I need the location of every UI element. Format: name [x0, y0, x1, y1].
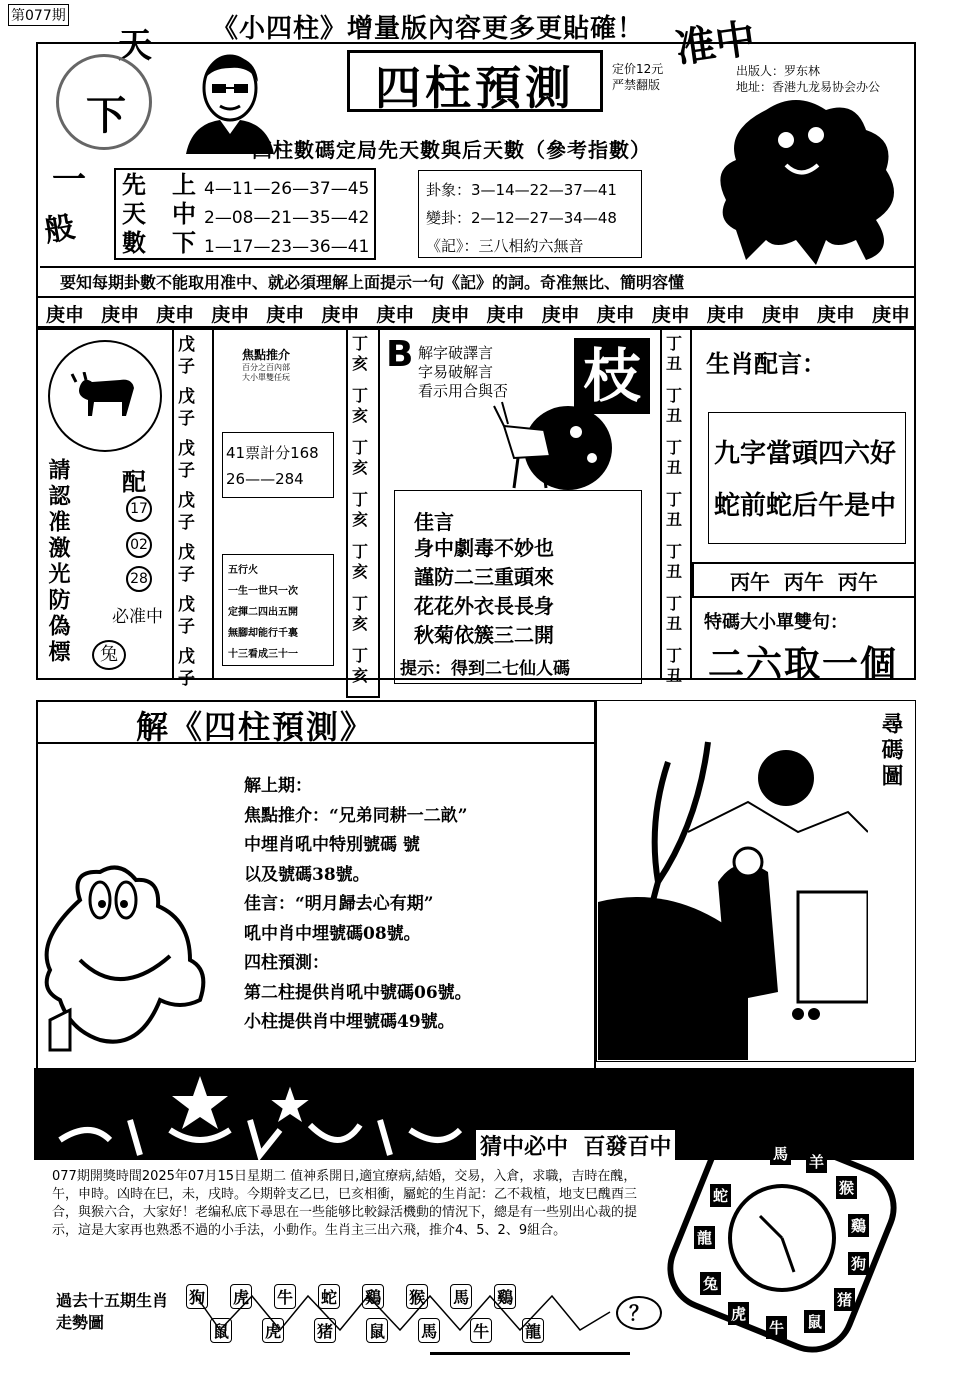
dingchou-column [666, 334, 688, 686]
gz-dingchou: 丁丑 [666, 334, 683, 373]
no-copy-text: 严禁翻版 [612, 78, 661, 92]
stamp-zhunzhong: 准中 [672, 14, 759, 73]
focus-title: 焦點推介 [242, 348, 291, 362]
trend-sign: 鷄 [494, 1284, 516, 1309]
trend-sign: 虎 [262, 1318, 284, 1343]
gz-wuzi: 戊子 [178, 439, 195, 481]
xiantian-label: 先 [122, 170, 146, 199]
jie-line: 解上期： [244, 776, 312, 796]
xunma-image [598, 702, 868, 1060]
address-text: 地址：香港九龙易协会办公 [736, 80, 881, 94]
gz-gengshen: 庚申 [431, 304, 470, 326]
jiayan-lines [414, 534, 554, 650]
gua-nums: 2—12—27—34—48 [471, 209, 617, 227]
gz-dinghai: 丁亥 [352, 386, 369, 425]
xiantian-labels [122, 170, 146, 257]
xiantian-label: 數 [122, 228, 146, 257]
jie-line: 焦點推介：“兄弟同耕一二畝” [244, 805, 468, 826]
xiantian-nums: 1—17—23—36—41 [204, 237, 370, 257]
jie-line: 第二柱提供肖吼中號碼06號。 [244, 982, 472, 1003]
xiantian-nums: 2—08—21—35—42 [204, 208, 370, 228]
price-text: 定价12元 [612, 62, 664, 76]
notice-text: 要知每期卦數不能取用准中、就必須理解上面提示一句《記》的詞。奇准無比、簡明容懂 [60, 273, 685, 292]
jie-line: 吼中肖中埋號碼08號。 [244, 923, 421, 944]
xiantian-numbers [204, 175, 369, 262]
lucky-slogan: 猜中必中 百發百中 [476, 1130, 675, 1161]
pei-label: 配 [122, 467, 146, 496]
jiayan-line: 秋菊依簇三二開 [414, 623, 554, 647]
b-line: 字易破解言 [418, 363, 494, 381]
gz-gengshen: 庚申 [596, 304, 635, 326]
banner-text: 《小四柱》增量版內容更多更貼確！ [212, 14, 645, 44]
jiayan-line: 花花外衣長長身 [414, 594, 554, 618]
wheel-sign: 虎 [728, 1302, 749, 1325]
trend-label: 過去十五期生肖走勢圖 [56, 1291, 169, 1332]
gz-dingchou: 丁丑 [666, 542, 683, 581]
gz-gengshen: 庚申 [101, 304, 140, 326]
gz-gengshen: 庚申 [46, 304, 85, 326]
pei-number: 02 [126, 532, 152, 558]
gz-gengshen: 庚申 [266, 304, 305, 326]
issue-number: 第077期 [8, 4, 69, 26]
stamp-tian: 天 [118, 26, 152, 66]
stamp-ban: 般 [41, 209, 78, 250]
page-title: 四柱預測 [375, 61, 575, 115]
b-line: 看示用合與否 [418, 382, 509, 400]
pei-number: 28 [126, 566, 152, 592]
wuxing-list [228, 560, 298, 665]
publisher-text: 出版人：罗东林 [736, 64, 821, 78]
jiayan-hint: 提示：得到二七仙人碼 [400, 659, 570, 679]
trend-sign: 鷄 [362, 1284, 384, 1309]
gz-wuzi: 戊子 [178, 595, 195, 637]
trend-sign: 虎 [230, 1284, 252, 1309]
gz-dingchou: 丁丑 [666, 438, 683, 477]
gz-dinghai: 丁亥 [352, 438, 369, 477]
bottom-rule [430, 1352, 630, 1355]
trend-sign: 狗 [186, 1284, 208, 1309]
jie-lines [244, 772, 472, 1038]
ox-icon [70, 372, 140, 418]
wheel-sign: 狗 [848, 1252, 869, 1275]
trend-bottom [210, 1318, 544, 1343]
pei-number: 17 [126, 496, 152, 522]
trend-sign: 牛 [274, 1284, 296, 1309]
trend-sign: 馬 [450, 1284, 472, 1309]
gua-list [426, 176, 617, 260]
wheel-sign: 蛇 [710, 1184, 731, 1207]
gz-gengshen: 庚申 [706, 304, 745, 326]
gz-wuzi: 戊子 [178, 387, 195, 429]
trend-sign: 蛇 [318, 1284, 340, 1309]
divider [172, 328, 174, 680]
cartoon-image [40, 860, 220, 1070]
gengshen-row [46, 300, 910, 327]
antelope-image [484, 396, 614, 496]
bizhun-text: 必准中 [112, 607, 163, 627]
jie-line: 四柱預測： [244, 953, 329, 973]
gz-wuzi: 戊子 [178, 647, 195, 689]
gua-label: 《記》： [426, 237, 479, 255]
jie-title: 解《四柱預測》 [136, 708, 375, 746]
trend-sign: 鼠 [366, 1318, 388, 1343]
stamp-xia: 下 [86, 92, 126, 139]
gz-gengshen: 庚申 [871, 304, 910, 326]
seal-stamp [56, 54, 152, 150]
focus-line2: 26——284 [226, 470, 304, 488]
trend-sign: 馬 [418, 1318, 440, 1343]
lion-image [706, 90, 906, 290]
shengxiao-line: 蛇前蛇后午是中 [714, 491, 897, 521]
gz-gengshen: 庚申 [211, 304, 250, 326]
subtitle: 四柱數碼定局先天數與后天數（參考指數） [252, 138, 651, 162]
gua-nums: 3—14—22—37—41 [471, 181, 617, 199]
xiantian-pos: 上 [172, 170, 196, 199]
jie-line: 中埋肖吼中特別號碼 號 [244, 835, 420, 855]
gz-gengshen: 庚申 [156, 304, 195, 326]
gz-gengshen: 庚申 [486, 304, 525, 326]
jiayan-title: 佳言 [414, 510, 454, 534]
xiantian-pos: 中 [172, 199, 196, 228]
gz-gengshen: 庚申 [321, 304, 360, 326]
compass-icon [730, 1186, 834, 1290]
focus-sub2: 大小單雙任玩 [242, 373, 290, 382]
jie-line: 以及號碼38號。 [244, 864, 370, 885]
gua-label: 卦象： [426, 181, 472, 199]
gz-dinghai: 丁亥 [352, 646, 369, 685]
gz-dinghai: 丁亥 [352, 594, 369, 633]
gz-gengshen: 庚申 [651, 304, 690, 326]
jiayan-line: 身中劇毒不妙也 [414, 536, 554, 560]
zhi-char: 枝 [574, 338, 650, 414]
wheel-sign: 猴 [836, 1176, 857, 1199]
focus-sub1: 百分之百內部 [242, 363, 290, 372]
dinghai-column [352, 334, 374, 686]
gua-nums: 三八相約六無音 [478, 237, 584, 255]
shengxiao-line: 九字當頭四六好 [714, 439, 897, 469]
bingwu-text: 丙午 丙午 丙午 [730, 570, 878, 594]
wuxing-line: 定揮二四出五開 [228, 607, 298, 618]
jie-line: 佳言：“明月歸去心有期” [244, 894, 434, 914]
stamp-yi: 一 [52, 160, 86, 200]
b-letter: B [386, 334, 414, 375]
gz-dingchou: 丁丑 [666, 386, 683, 425]
wheel-sign: 龍 [694, 1226, 715, 1249]
focus-line1: 41票計分168 [226, 444, 319, 462]
gz-dinghai: 丁亥 [352, 490, 369, 529]
wheel-sign: 馬 [770, 1142, 791, 1165]
gz-dinghai: 丁亥 [352, 334, 369, 373]
xiantian-label: 天 [122, 199, 146, 228]
wheel-sign: 猪 [834, 1288, 855, 1311]
gz-dingchou: 丁丑 [666, 646, 683, 685]
wuxing-line: 十三看成三十一 [228, 649, 298, 660]
xunma-label: 尋碼圖 [878, 712, 904, 790]
gz-gengshen: 庚申 [816, 304, 855, 326]
wuxing-line: 五行火 [228, 565, 258, 576]
wheel-sign: 羊 [806, 1150, 827, 1173]
wheel-sign: 鷄 [848, 1214, 869, 1237]
info-text: 077期開獎時間2025年07月15日星期二 值神系開日,適宜療病,結婚，交易，入倉，求職，吉時在醜，午，申時。凶時在巳，未，戌時。今期幹支乙巳，巳亥相衝，屬蛇的生肖記：乙不栽植，地支巳醜酉三合，與猴六合，大家好！老编私底下尋思在一些能够比較録活機動的情況下，總是有一些别出心裁的提示，這是大家再也熟悉不過的小手法，小動作。生肖主三出六飛，推介4、5、2、9組合。 [52, 1169, 638, 1238]
gz-gengshen: 庚申 [761, 304, 800, 326]
jie-line: 小柱提供肖中埋號碼49號。 [244, 1012, 455, 1032]
xiantian-positions [172, 170, 196, 257]
tu-char: 兔 [92, 640, 126, 670]
gz-wuzi: 戊子 [178, 491, 195, 533]
gz-wuzi: 戊子 [178, 335, 195, 377]
anti-fake-text: 請認准激光防偽標 [45, 458, 71, 666]
b-lines [418, 344, 508, 401]
gz-dingchou: 丁丑 [666, 594, 683, 633]
gz-dingchou: 丁丑 [666, 490, 683, 529]
trend-unknown: ？ [616, 1296, 662, 1330]
shengxiao-title: 生肖配言： [706, 349, 826, 378]
jiayan-line: 謹防二三重頭來 [414, 565, 554, 589]
wuzi-column [178, 334, 208, 689]
trend-sign: 猪 [314, 1318, 336, 1343]
trend-sign: 鼠 [210, 1318, 232, 1343]
trend-top [186, 1284, 516, 1309]
divider [212, 328, 214, 680]
b-line: 解字破譯言 [418, 344, 494, 362]
shengxiao-lines [714, 428, 896, 532]
gz-wuzi: 戊子 [178, 543, 195, 585]
gz-dinghai: 丁亥 [352, 542, 369, 581]
trend-sign: 牛 [470, 1318, 492, 1343]
tema-title: 特碼大小單雙句： [704, 612, 848, 633]
gz-gengshen: 庚申 [541, 304, 580, 326]
trend-sign: 猴 [406, 1284, 428, 1309]
trend-sign: 龍 [522, 1318, 544, 1343]
wheel-sign: 鼠 [804, 1310, 825, 1333]
xiantian-nums: 4—11—26—37—45 [204, 179, 370, 199]
xiantian-pos: 下 [172, 228, 196, 257]
wheel-sign: 兔 [700, 1272, 721, 1295]
wuxing-line: 一生一世只一次 [228, 586, 298, 597]
wuxing-line: 無腳却能行千裏 [228, 628, 298, 639]
gua-label: 變卦： [426, 209, 472, 227]
wheel-sign: 牛 [766, 1316, 787, 1339]
gz-gengshen: 庚申 [376, 304, 415, 326]
tema-text: 二六取一個 [708, 643, 899, 685]
